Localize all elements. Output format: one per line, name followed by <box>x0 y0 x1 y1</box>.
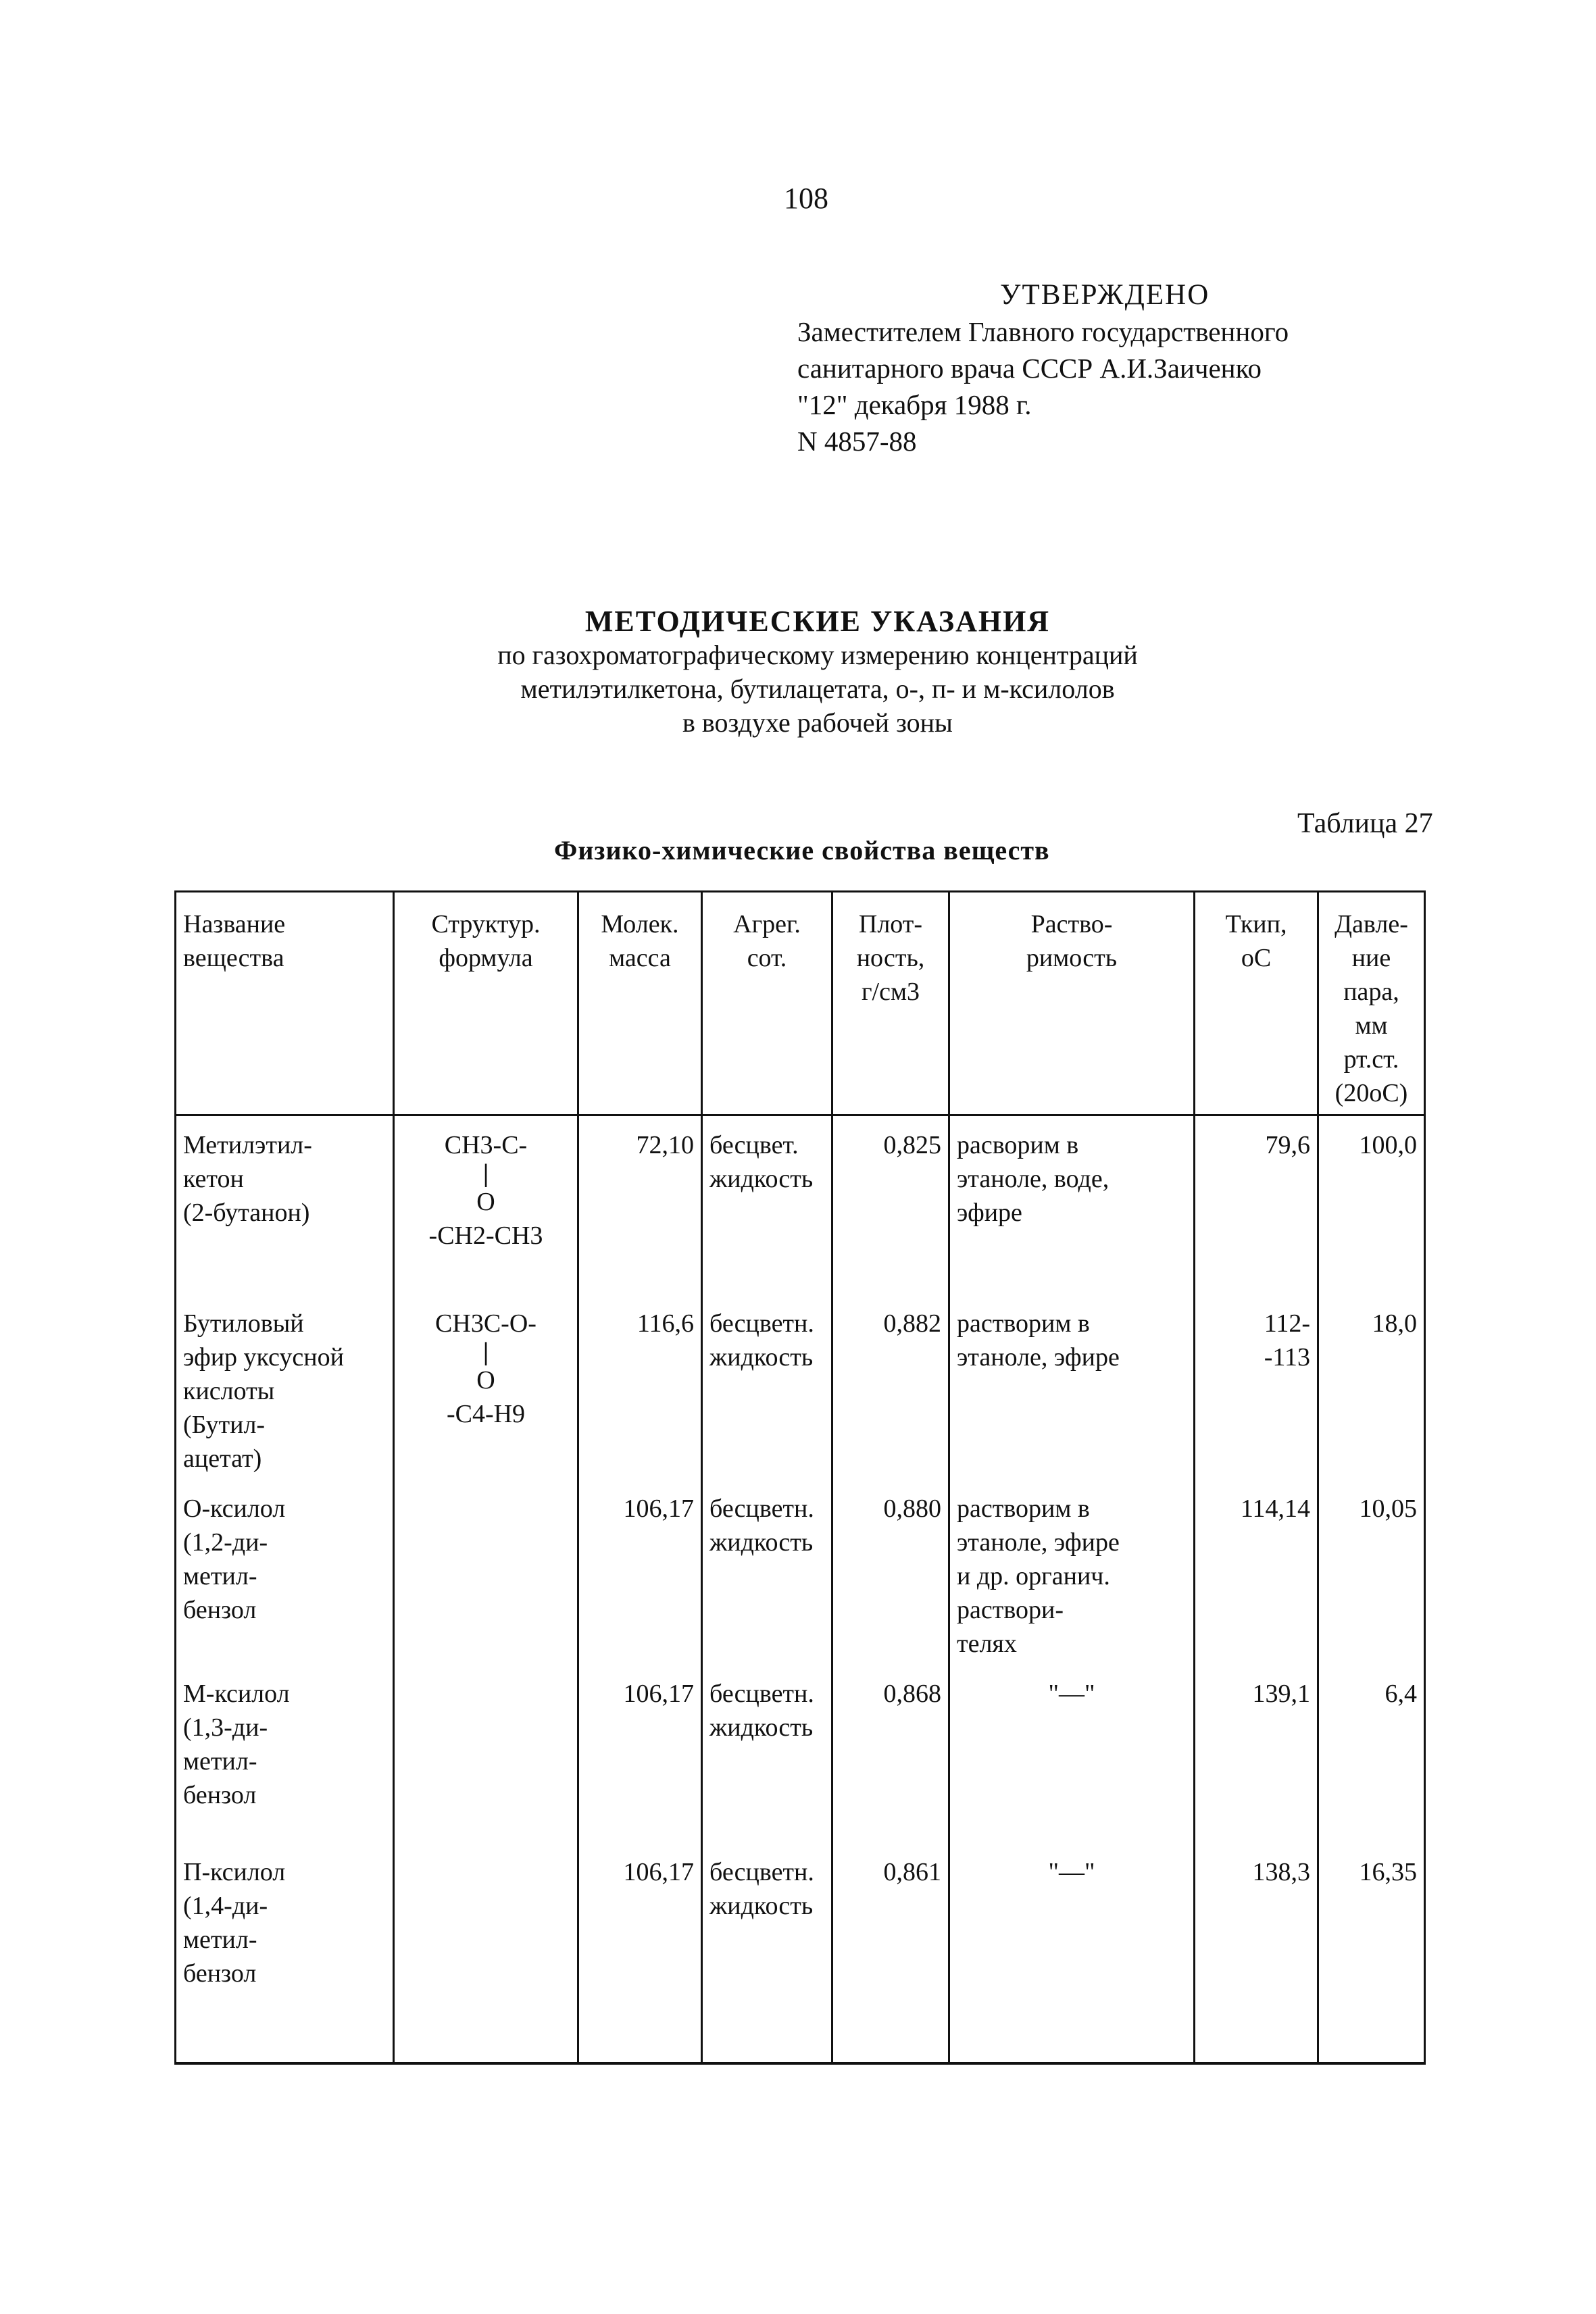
cell-pressure: 10,05 <box>1318 1480 1425 1665</box>
approval-block <box>797 277 1289 459</box>
approval-heading: УТВЕРЖДЕНО <box>1000 279 1210 311</box>
cell-name: О-ксилол (1,2-ди- метил- бензол <box>176 1480 394 1665</box>
cell-mass: 72,10 <box>578 1115 702 1295</box>
formula-oxygen: O <box>476 1366 495 1394</box>
cell-state: бесцветн. жидкость <box>702 1480 832 1665</box>
cell-solubility: "—" <box>949 1665 1195 1843</box>
cell-state: бесцветн. жидкость <box>702 1294 832 1480</box>
properties-table <box>174 890 1426 2065</box>
table-row <box>176 1665 1425 1843</box>
cell-name: Метилэтил- кетон (2-бутанон) <box>176 1115 394 1295</box>
cell-tboil: 114,14 <box>1195 1480 1318 1665</box>
cell-formula <box>394 1665 578 1843</box>
cell-state: бесцветн. жидкость <box>702 1843 832 2063</box>
main-title: МЕТОДИЧЕСКИЕ УКАЗАНИЯ <box>584 605 1051 638</box>
double-bond-mark: | <box>482 1338 489 1366</box>
cell-pressure: 16,35 <box>1318 1843 1425 2063</box>
header-tboil: Ткип, oC <box>1195 892 1318 1115</box>
cell-formula <box>394 1115 578 1295</box>
title-line: в воздухе рабочей зоны <box>682 707 953 738</box>
header-density: Плот- ность, г/см3 <box>832 892 949 1115</box>
cell-density: 0,825 <box>832 1115 949 1295</box>
document-title <box>378 605 1257 740</box>
approval-line: Заместителем Главного государственного <box>797 316 1289 347</box>
approval-number: N 4857-88 <box>797 426 917 457</box>
formula-top: CH3-C- <box>444 1131 528 1159</box>
cell-formula <box>394 1294 578 1480</box>
cell-name: М-ксилол (1,3-ди- метил- бензол <box>176 1665 394 1843</box>
page-number: 108 <box>784 182 828 215</box>
cell-pressure: 100,0 <box>1318 1115 1425 1295</box>
header-mass: Молек. масса <box>578 892 702 1115</box>
cell-tboil: 79,6 <box>1195 1115 1318 1295</box>
cell-solubility: "—" <box>949 1843 1195 2063</box>
cell-solubility: растворим в этаноле, эфире <box>949 1294 1195 1480</box>
double-bond-mark: | <box>482 1159 489 1188</box>
cell-state: бесцвет. жидкость <box>702 1115 832 1295</box>
formula-top: CH3C-O- <box>435 1309 537 1338</box>
cell-pressure: 18,0 <box>1318 1294 1425 1480</box>
cell-solubility: расворим в этаноле, воде, эфире <box>949 1115 1195 1295</box>
table-number: Таблица 27 <box>1297 808 1433 839</box>
title-line: по газохроматографическому измерению концентраций <box>497 640 1138 670</box>
cell-pressure: 6,4 <box>1318 1665 1425 1843</box>
approval-line: санитарного врача СССР А.И.Заиченко <box>797 353 1262 384</box>
cell-mass: 116,6 <box>578 1294 702 1480</box>
table-row <box>176 1294 1425 1480</box>
approval-date: "12" декабря 1988 г. <box>797 389 1032 420</box>
cell-density: 0,868 <box>832 1665 949 1843</box>
title-line: метилэтилкетона, бутилацетата, о-, п- и м-ксилолов <box>520 674 1115 704</box>
cell-solubility: растворим в этаноле, эфире и др. органич. раствори- телях <box>949 1480 1195 1665</box>
table-row <box>176 1115 1425 1295</box>
cell-formula <box>394 1843 578 2063</box>
cell-mass: 106,17 <box>578 1480 702 1665</box>
cell-formula <box>394 1480 578 1665</box>
cell-mass: 106,17 <box>578 1665 702 1843</box>
table-header-row <box>176 892 1425 1115</box>
cell-tboil: 138,3 <box>1195 1843 1318 2063</box>
cell-density: 0,861 <box>832 1843 949 2063</box>
formula-bottom: -C4-H9 <box>446 1400 526 1428</box>
table-row <box>176 1480 1425 1665</box>
cell-state: бесцветн. жидкость <box>702 1665 832 1843</box>
header-formula: Структур. формула <box>394 892 578 1115</box>
cell-density: 0,880 <box>832 1480 949 1665</box>
formula-oxygen: O <box>476 1188 495 1216</box>
cell-tboil: 139,1 <box>1195 1665 1318 1843</box>
header-solubility: Раство- римость <box>949 892 1195 1115</box>
cell-mass: 106,17 <box>578 1843 702 2063</box>
cell-name: П-ксилол (1,4-ди- метил- бензол <box>176 1843 394 2063</box>
header-state: Агрег. сот. <box>702 892 832 1115</box>
cell-name: Бутиловый эфир уксусной кислоты (Бутил- ацетат) <box>176 1294 394 1480</box>
table-row <box>176 1843 1425 2063</box>
formula-bottom: -CH2-CH3 <box>428 1222 543 1250</box>
table-caption: Физико-химические свойства веществ <box>554 835 1050 865</box>
cell-tboil: 112- -113 <box>1195 1294 1318 1480</box>
header-pressure: Давле- ние пара, мм рт.ст. (20oC) <box>1318 892 1425 1115</box>
cell-density: 0,882 <box>832 1294 949 1480</box>
header-name: Название вещества <box>176 892 394 1115</box>
